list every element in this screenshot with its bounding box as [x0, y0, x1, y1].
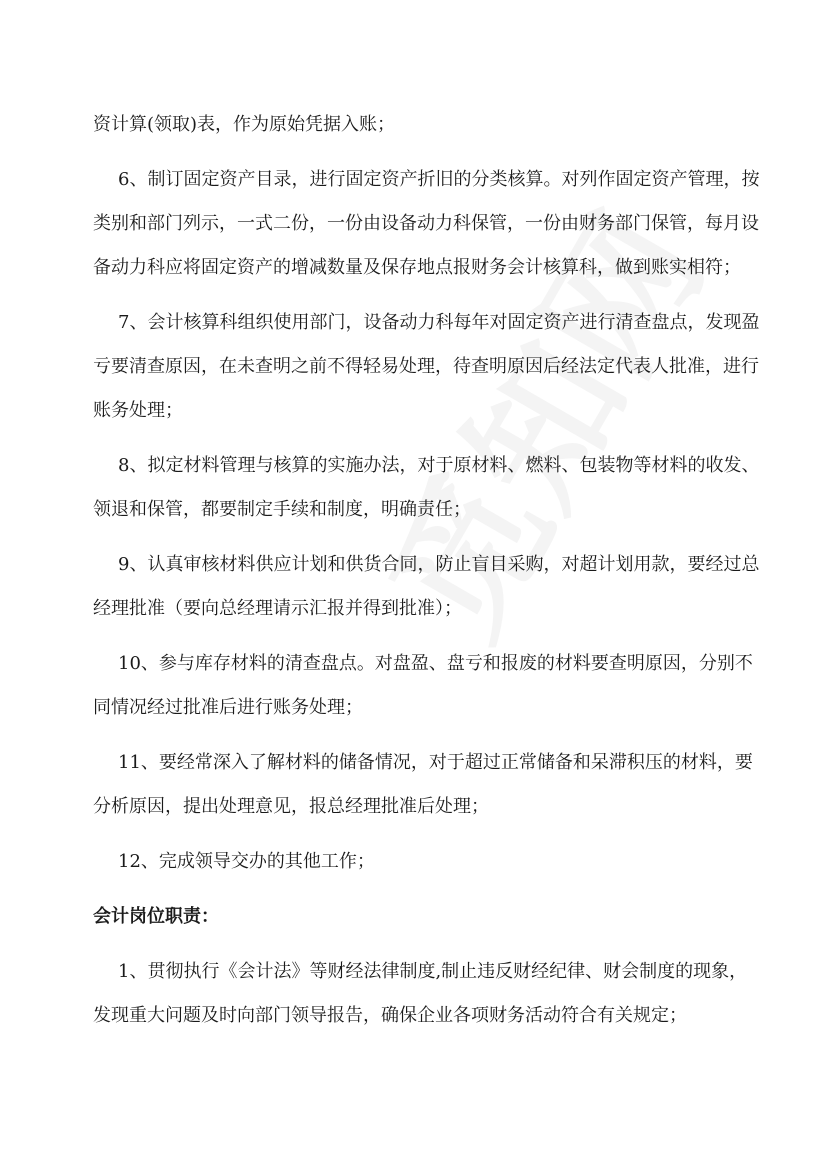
text-line: 7、会计核算科组织使用部门，设备动力科每年对固定资产进行清查盘点，发现盈	[118, 312, 760, 333]
section-heading	[93, 895, 736, 939]
document-page	[93, 103, 760, 1038]
text-line: 1、贯彻执行《会计法》等财经法律制度,制止违反财经纪律、财会制度的现象，	[118, 961, 748, 982]
text-line: 账务处理；	[93, 400, 183, 421]
text-line: 资计算(领取)表，作为原始凭据入账；	[93, 114, 396, 135]
paragraph	[93, 840, 736, 884]
text-line: 11、要经常深入了解材料的储备情况，对于超过正常储备和呆滞积压的材料，要	[118, 752, 753, 773]
text-line: 10、参与库存材料的清查盘点。对盘盈、盘亏和报废的材料要查明原因，分别不	[118, 653, 753, 674]
paragraph	[93, 741, 753, 829]
text-line: 亏要清查原因，在未查明之前不得轻易处理，待查明原因后经法定代表人批准，进行	[93, 356, 759, 377]
text-line: 8、拟定材料管理与核算的实施办法，对于原材料、燃料、包装物等材料的收发、	[118, 455, 760, 476]
paragraph	[93, 444, 760, 532]
paragraph	[93, 103, 736, 147]
text-line: 12、完成领导交办的其他工作；	[118, 851, 375, 872]
text-line: 类别和部门列示，一式二份，一份由设备动力科保管，一份由财务部门保管，每月设	[93, 213, 759, 234]
paragraph	[93, 301, 760, 433]
text-line: 备动力科应将固定资产的增减数量及保存地点报财务会计核算科，做到账实相符；	[93, 257, 741, 278]
paragraph	[93, 158, 760, 290]
text-line: 6、制订固定资产目录，进行固定资产折旧的分类核算。对列作固定资产管理，按	[118, 169, 760, 190]
paragraph	[93, 543, 760, 631]
text-line: 9、认真审核材料供应计划和供货合同，防止盲目采购，对超计划用款，要经过总	[118, 554, 760, 575]
paragraph	[93, 950, 748, 1038]
paragraph	[93, 642, 753, 730]
text-line: 经理批准（要向总经理请示汇报并得到批准）；	[93, 598, 462, 619]
text-line: 发现重大问题及时向部门领导报告，确保企业各项财务活动符合有关规定；	[93, 1005, 687, 1026]
text-line: 领退和保管，都要制定手续和制度，明确责任；	[93, 499, 471, 520]
text-line: 同情况经过批准后进行账务处理；	[93, 697, 363, 718]
text-line: 分析原因，提出处理意见，报总经理批准后处理；	[93, 796, 489, 817]
text-line: 会计岗位职责：	[93, 906, 219, 927]
